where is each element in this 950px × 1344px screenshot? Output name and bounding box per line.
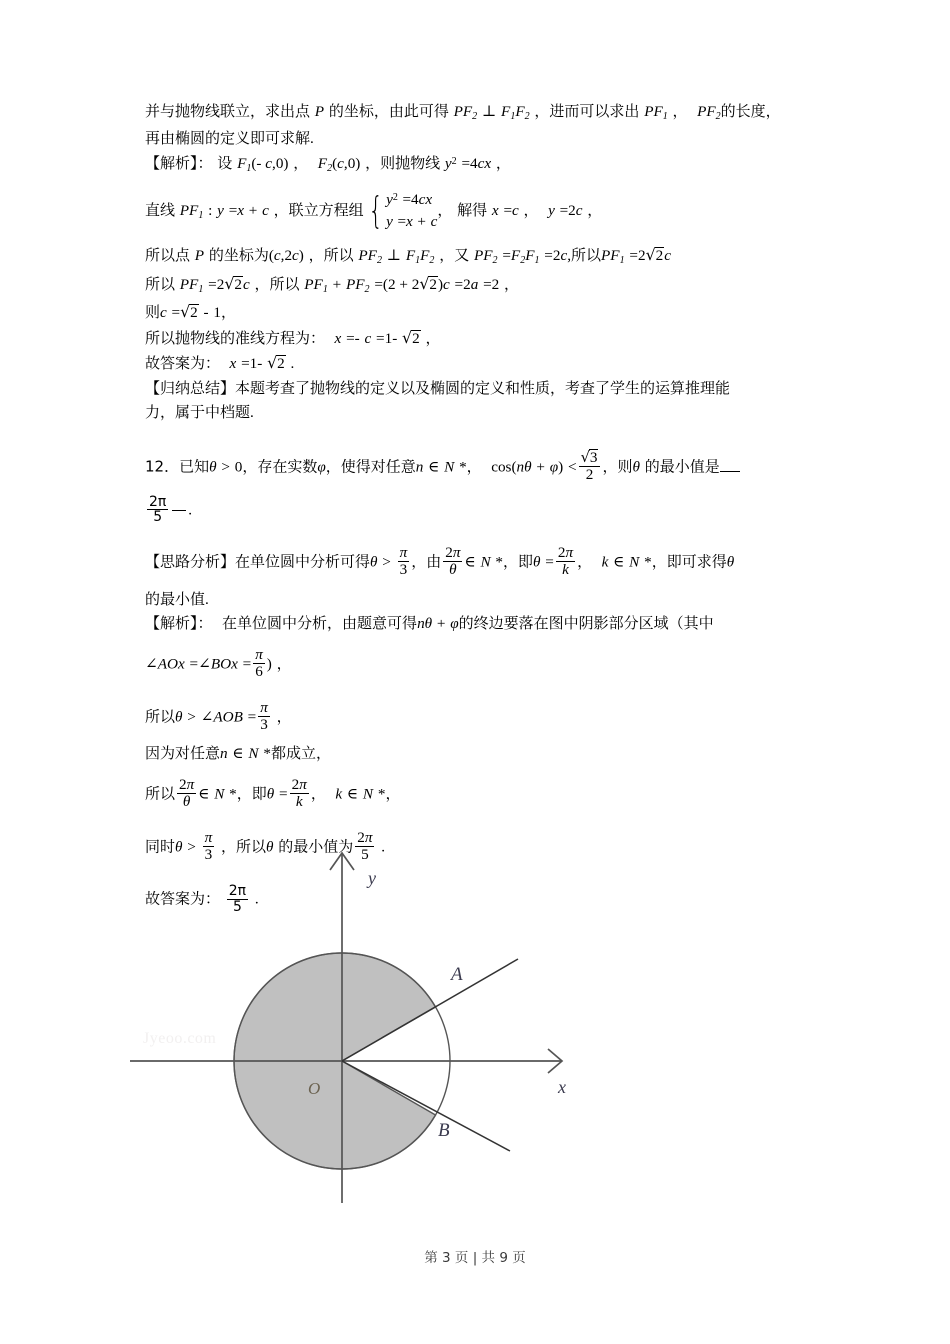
thinking-label: 【思路分析】	[145, 552, 236, 571]
point-a-label: A	[451, 964, 463, 985]
problem-12-stem-answer: $\frac{2\pi}{5}$ .	[149, 493, 193, 526]
answer-line-12: 故答案为： $\frac{2\pi}{5}$ .	[145, 883, 259, 916]
point-b-label: B	[438, 1120, 450, 1141]
c-value-line: 则c =√2 - 1，	[145, 301, 236, 321]
solution-line-1: 【解析】： 设 $F_1(-$ c,0) ， $F_2(c,0)$ ，则抛物线 $y^2 =4cx$ ，	[145, 154, 511, 174]
problem-12-stem: 12．已知θ > 0，存在实数φ，使得对任意n ∈ N *， cos(nθ + φ) < $\frac{√3}{2}$ ，则θ 的最小值是	[145, 449, 820, 483]
stem-answer-fraction: $\frac{2\pi}{5}$	[149, 493, 167, 526]
pf-sum-line: 所以 $PF_1 =2√2c$ ，所以 $PF_1 + PF_2 =(2 + 2√2)c =2a =2$ ，	[145, 273, 520, 295]
angle-line: ∠AOx =∠BOx = $\frac{\pi}{6}$ ) ，	[145, 645, 292, 680]
answer-blank	[720, 471, 740, 472]
analysis-line-1: 并与抛物线联立，求出点 P 的坐标，由此可得 $PF_2$ ⊥ $F_1F_2$ ，进而可以求出 $PF_1$ ， $PF_2$的长度，	[145, 102, 781, 122]
forall-line: 因为对任意n ∈ N *都成立，	[145, 744, 331, 763]
summary-line-2: 力，属于中档题.	[145, 403, 254, 422]
solution-label-12: 【解析】：	[145, 614, 213, 633]
equation-system: { $y^2 =4cx$ y =x + c	[368, 188, 438, 232]
thinking-line-2: 的最小值.	[145, 589, 209, 608]
aob-line: 所以θ > ∠AOB = $\frac{\pi}{3}$ ，	[145, 698, 292, 733]
analysis-line-2: 再由椭圆的定义即可求解.	[145, 129, 314, 148]
final-answer-fraction: $\frac{2\pi}{5}$	[228, 883, 247, 916]
summary-line-1: 【归纳总结】本题考查了抛物线的定义以及椭圆的定义和性质，考查了学生的运算推理能	[145, 378, 731, 397]
answer-label: 故答案为：	[145, 889, 221, 908]
problem-12-number: 12．	[145, 457, 180, 476]
summary-label: 【归纳总结】	[145, 378, 236, 397]
watermark: Jyeoo.com	[143, 1030, 217, 1047]
page-footer: 第 3 页 | 共 9 页	[424, 1250, 526, 1266]
answer-line-11: 故答案为： x =1- √2 .	[145, 353, 295, 373]
page-content	[145, 104, 820, 915]
origin-label: O	[308, 1079, 321, 1098]
solution-12-line-1: 【解析】： 在单位圆中分析，由题意可得nθ + φ的终边要落在图中阴影部分区域（其中	[145, 614, 714, 633]
divisibility-line: 所以 $\frac{2\pi}{\theta}$ ∈ N *，即θ = $\frac{2\pi}{k}$ ， k ∈ N *，	[145, 775, 401, 810]
thinking-line-1: 【思路分析】在单位圆中分析可得θ > $\frac{\pi}{3}$ ，由 $\frac{2\pi}{\theta}$ ∈ N *，即θ = $\frac{2\pi}{k}$ ， k ∈ N *，即可求得θ	[145, 543, 735, 578]
x-axis-label: x	[558, 1077, 566, 1097]
point-p-line: 所以点 P 的坐标为(c,2c) ，所以 $PF_2$ ⊥ $F_1F_2$ ，又 $PF_2 =F_2F_1 =2c$,所以$PF_1 =2√2c$	[145, 245, 671, 266]
solution-label-11: 【解析】：	[145, 154, 213, 173]
system-equation-line: 直线 $PF_1$ : y =x + c ，联立方程组 { $y^2 =4cx$ y =x + c ， 解得 x =c ， y =2c ，	[145, 188, 603, 232]
conclusion-line: 同时θ > $\frac{\pi}{3}$ ，所以θ 的最小值为 $\frac{2\pi}{5}$ .	[145, 828, 386, 863]
unit-circle-figure	[130, 848, 590, 1233]
directrix-line: 所以抛物线的准线方程为： x =- c =1- √2 ，	[145, 327, 441, 347]
y-axis-label: y	[368, 868, 376, 888]
